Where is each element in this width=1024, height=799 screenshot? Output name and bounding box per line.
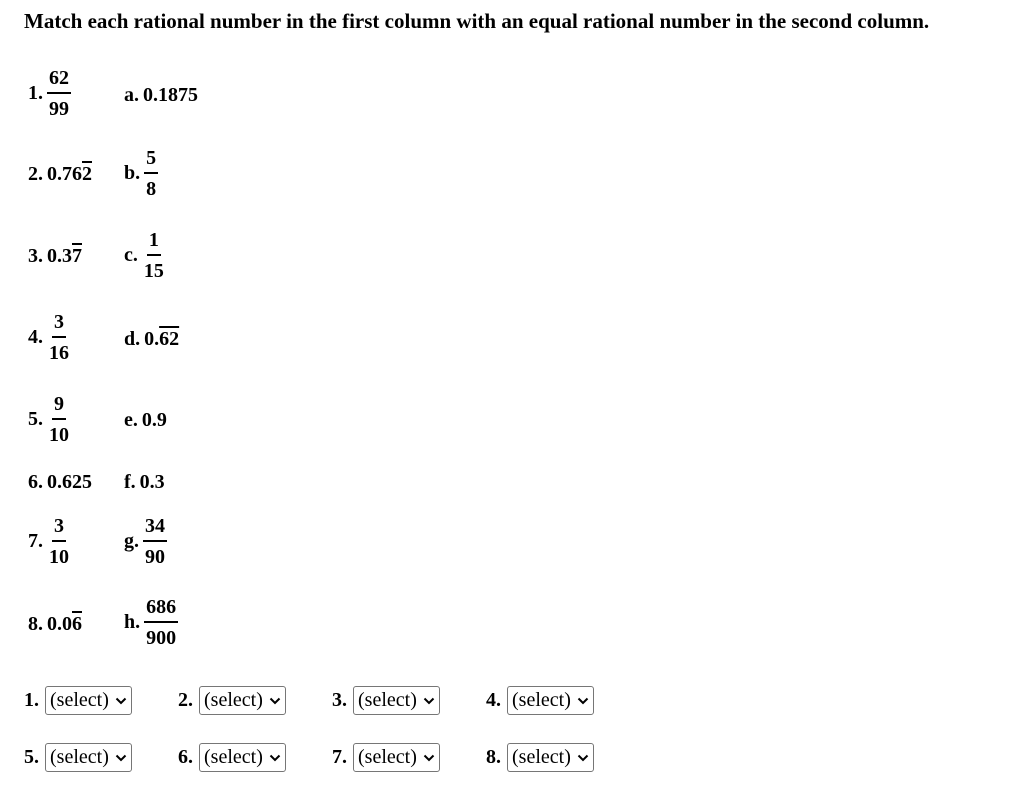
left-item-4 [28,312,71,363]
answer-select-6[interactable] [199,743,286,772]
right-item-c [124,230,166,281]
answer-select-8[interactable] [507,743,594,772]
item-label: 4. [28,326,43,348]
answer-row-1 [24,686,640,715]
denominator: 900 [146,627,177,649]
item-label: f. [124,471,136,493]
chevron-down-icon [577,752,589,764]
answer-label: 5. [24,746,39,768]
fraction [144,597,178,648]
repeating-digits: 6 [72,613,82,635]
left-item-3 [28,245,82,268]
answer-5 [24,743,178,772]
chevron-down-icon [423,752,435,764]
right-item-h [124,597,178,648]
decimal-value: 0.625 [47,471,92,493]
chevron-down-icon [269,752,281,764]
answer-6 [178,743,332,772]
chevron-down-icon [115,752,127,764]
item-label: b. [124,162,141,184]
item-label: h. [124,611,141,633]
decimal-value: 0.1875 [143,84,198,106]
answer-label: 6. [178,746,193,768]
repeating-digits: 2 [82,163,92,185]
denominator: 10 [49,546,69,568]
right-item-g [124,516,167,567]
answer-select-1[interactable] [45,686,132,715]
instructions-text: Match each rational number in the first column with an equal rational number in the second column. [24,9,930,33]
item-label: a. [124,84,139,106]
item-label: c. [124,244,138,266]
fraction [47,394,71,445]
item-label: 1. [28,82,43,104]
item-label: 3. [28,245,43,267]
select-value: (select) [204,746,263,768]
chevron-down-icon [115,695,127,707]
select-value: (select) [50,689,109,711]
select-value: (select) [204,689,263,711]
answer-1 [24,686,178,715]
decimal-prefix: 0.0 [47,613,72,635]
fraction [143,516,167,567]
fraction [142,230,166,281]
answer-label: 3. [332,689,347,711]
select-value: (select) [512,746,571,768]
decimal-prefix: 0.76 [47,163,82,185]
answer-2 [178,686,332,715]
answer-8 [486,743,640,772]
left-item-7 [28,516,71,567]
item-label: 2. [28,163,43,185]
answer-select-7[interactable] [353,743,440,772]
denominator: 99 [49,98,69,120]
answer-select-5[interactable] [45,743,132,772]
left-item-2 [28,163,92,186]
answer-label: 8. [486,746,501,768]
chevron-down-icon [577,695,589,707]
select-value: (select) [358,689,417,711]
fraction [144,148,158,199]
chevron-down-icon [269,695,281,707]
left-item-8 [28,613,82,636]
answer-label: 4. [486,689,501,711]
denominator: 15 [143,260,164,282]
denominator: 16 [49,342,69,364]
repeating-digits: 7 [72,245,82,267]
left-item-6 [28,471,92,494]
fraction [47,68,71,119]
fraction [47,516,71,567]
answer-3 [332,686,486,715]
right-item-d [124,328,179,351]
numerator: 62 [47,68,71,94]
item-label: 7. [28,530,43,552]
answer-label: 1. [24,689,39,711]
numerator: 5 [144,148,158,174]
numerator: 3 [52,516,66,542]
right-item-f [124,471,165,494]
answer-select-2[interactable] [199,686,286,715]
answer-7 [332,743,486,772]
answer-select-4[interactable] [507,686,594,715]
fraction [47,312,71,363]
numerator: 686 [144,597,178,623]
numerator: 3 [52,312,66,338]
answer-label: 2. [178,689,193,711]
denominator: 10 [49,424,69,446]
decimal-value: 0.9 [141,409,167,431]
decimal-value: 0.3 [139,471,165,493]
item-label: g. [124,530,139,552]
numerator: 34 [143,516,167,542]
right-item-b [124,148,158,199]
decimal-prefix: 0. [144,328,160,350]
chevron-down-icon [423,695,435,707]
right-item-e [124,409,167,432]
numerator: 1 [147,230,161,256]
select-value: (select) [50,746,109,768]
item-label: 8. [28,613,43,635]
answer-select-3[interactable] [353,686,440,715]
denominator: 90 [145,546,165,568]
answer-label: 7. [332,746,347,768]
select-value: (select) [512,689,571,711]
decimal-prefix: 0.3 [47,245,72,267]
item-label: e. [124,409,138,431]
left-item-5 [28,394,71,445]
item-label: 5. [28,408,43,430]
select-value: (select) [358,746,417,768]
item-label: d. [124,328,141,350]
answer-row-2 [24,743,640,772]
numerator: 9 [52,394,66,420]
item-label: 6. [28,471,43,493]
right-item-a [124,84,198,107]
repeating-digits: 62 [159,328,180,350]
left-item-1 [28,68,71,119]
denominator: 8 [146,178,157,200]
answer-4 [486,686,640,715]
